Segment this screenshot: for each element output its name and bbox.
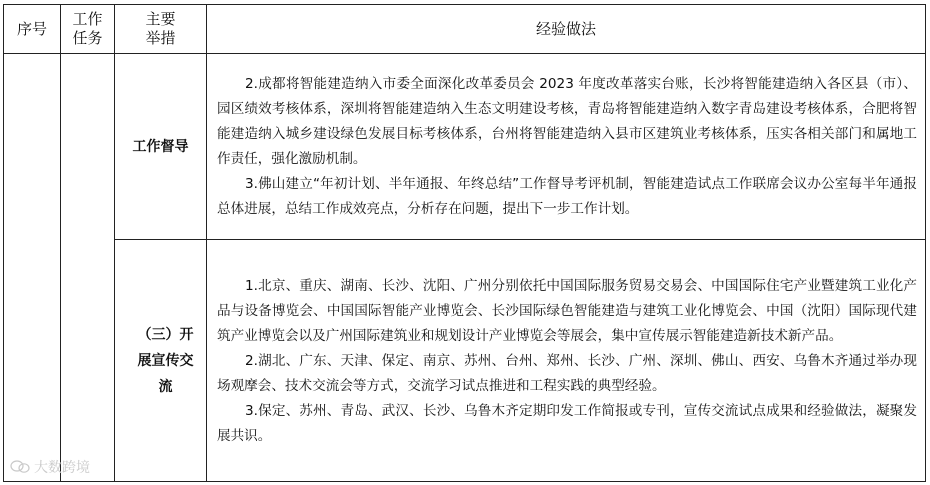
table-header-row [4, 5, 926, 54]
experience-item: 2.湖北、广东、天津、保定、南京、苏州、台州、郑州、长沙、广州、深圳、佛山、西安、乌鲁木齐通过举办现场观摩会、技术交流会等方式，交流学习试点推进和工程实践的典型经验。 [217, 352, 917, 394]
header-task: 工作任务 [61, 5, 115, 54]
measure-label: （三）开展宣传交流 [137, 326, 194, 395]
experience-item: 3.佛山建立“年初计划、半年通报、年终总结”工作督导考评机制，智能建造试点工作联席会议办公室每半年通报总体进展，总结工作成效亮点，分析存在问题，提出下一步工作计划。 [217, 176, 917, 217]
experience-table [3, 4, 926, 482]
experience-item: 2.成都将智能建造纳入市委全面深化改革委员会 2023 年度改革落实台账，长沙将智能建造纳入各区县（市）、园区绩效考核体系，深圳将智能建造纳入生态文明建设考核，青岛将智能建造纳入数字青岛建设考核体系，合肥将智能建造纳入城乡建设绿色发展目标考核体系，台州将智能建造纳入县市区建筑业考核体系，压实各相关部门和属地工作责任，强化激励机制。 [217, 76, 917, 167]
watermark [10, 457, 90, 477]
measure-cell: 工作督导 [115, 54, 207, 240]
header-experience: 经验做法 [207, 5, 926, 54]
header-measure: 主要举措 [115, 5, 207, 54]
table-row [4, 240, 926, 482]
table-row [4, 54, 926, 240]
experience-item: 3.保定、苏州、青岛、武汉、长沙、乌鲁木齐定期印发工作简报或专刊，宣传交流试点成果和经验做法，凝聚发展共识。 [217, 402, 917, 444]
watermark-text: 大数跨境 [34, 460, 90, 476]
header-seq: 序号 [4, 5, 61, 54]
experience-item: 1.北京、重庆、湖南、长沙、沈阳、广州分别依托中国国际服务贸易交易会、中国国际住宅产业暨建筑工业化产品与设备博览会、中国国际智能产业博览会、长沙国际绿色智能建造与建筑工业化博览会、中国（沈阳）国际现代建筑产业博览会以及广州国际建筑业和规划设计产业博览会等展会，集中宣传展示智能建造新技术新产品。 [217, 277, 917, 344]
task-cell [61, 54, 115, 482]
chat-bubble-icon [10, 460, 30, 474]
experience-cell [207, 54, 926, 240]
measure-cell [115, 240, 207, 482]
experience-cell [207, 240, 926, 482]
seq-cell [4, 54, 61, 482]
